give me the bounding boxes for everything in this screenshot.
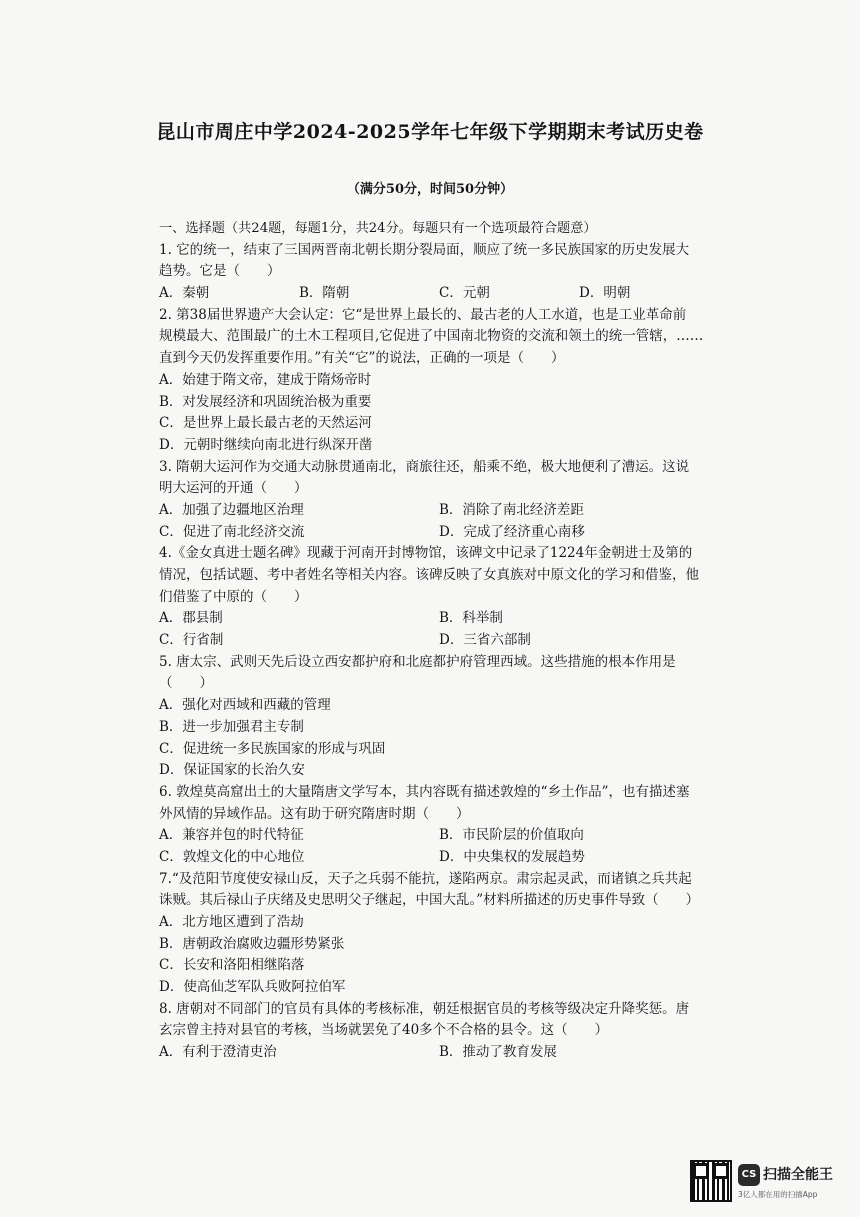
option-d: D．保证国家的长治久安 bbox=[159, 762, 305, 779]
question-text: 明大运河的开通（ ） bbox=[159, 480, 308, 497]
question-text: 2. 第38届世界遗产大会认定：它“是世界上最长的、最古老的人工水道，也是工业革命前 bbox=[159, 306, 687, 323]
option-b: B．进一步加强君主专制 bbox=[159, 718, 304, 735]
option-d: D．元朝时继续向南北进行纵深开凿 bbox=[159, 436, 373, 453]
options-row bbox=[159, 283, 719, 305]
options-row bbox=[159, 608, 719, 630]
question-8 bbox=[159, 999, 719, 1064]
scanner-tagline: 3亿人都在用的扫描App bbox=[738, 1190, 818, 1199]
section-heading: 一、选择题（共24题，每题1分，共24分。每题只有一个选项最符合题意） bbox=[159, 221, 597, 236]
question-text: 4.《金女真进士题名碑》现藏于河南开封博物馆，该碑文中记录了1224年金朝进士及第的 bbox=[159, 545, 693, 562]
question-text: 外风情的异域作品。这有助于研究隋唐时期（ ） bbox=[159, 805, 470, 822]
question-text: 3. 隋朝大运河作为交通大动脉贯通南北，商旅往还，船乘不绝，极大地便利了漕运。这说 bbox=[159, 458, 690, 475]
options-row bbox=[159, 847, 719, 869]
question-text: （ ） bbox=[159, 675, 213, 692]
option-c: C．长安和洛阳相继陷落 bbox=[159, 957, 305, 974]
question-text: 7.“及范阳节度使安禄山反，天子之兵弱不能抗，遂陷两京。肃宗起灵武，而诸镇之兵共起 bbox=[159, 870, 692, 887]
exam-content bbox=[159, 218, 719, 1064]
question-text: 6. 敦煌莫高窟出土的大量隋唐文学写本，其内容既有描述敦煌的“乡土作品”，也有描述塞 bbox=[159, 783, 690, 800]
question-text: 趋势。它是（ ） bbox=[159, 263, 281, 280]
option-b: B．推动了教育发展 bbox=[439, 1044, 557, 1061]
question-1 bbox=[159, 240, 719, 305]
question-5 bbox=[159, 652, 719, 782]
option-a: A．北方地区遭到了浩劫 bbox=[159, 914, 304, 930]
option-a: A．秦朝 bbox=[159, 285, 210, 302]
question-text: 1. 它的统一，结束了三国两晋南北朝长期分裂局面，顺应了统一多民族国家的历史发展大 bbox=[159, 241, 690, 258]
options-row bbox=[159, 630, 719, 652]
options-row bbox=[159, 825, 719, 847]
option-b: B．科举制 bbox=[439, 610, 503, 627]
option-c: C．行省制 bbox=[159, 632, 224, 649]
question-text: 直到今天仍发挥重要作用。”有关“它”的说法，正确的一项是（ ） bbox=[159, 350, 565, 367]
option-a: A．始建于隋文帝，建成于隋炀帝时 bbox=[159, 371, 372, 388]
option-c: C．促进统一多民族国家的形成与巩固 bbox=[159, 740, 386, 757]
question-text: 诛贼。其后禄山子庆绪及史思明父子继起，中国大乱。”材料所描述的历史事件导致（ ） bbox=[159, 892, 700, 909]
question-7 bbox=[159, 869, 719, 999]
qr-code-icon bbox=[690, 1160, 732, 1202]
question-2 bbox=[159, 305, 719, 457]
option-a: A．有利于澄清吏治 bbox=[159, 1044, 277, 1061]
cs-logo-icon: CS bbox=[738, 1164, 760, 1186]
option-d: D．使高仙芝军队兵败阿拉伯军 bbox=[159, 979, 346, 996]
exam-subtitle: （满分50分，时间50分钟） bbox=[346, 182, 514, 197]
option-b: B．隋朝 bbox=[299, 285, 350, 302]
exam-title: 昆山市周庄中学2024-2025学年七年级下学期期末考试历史卷 bbox=[156, 121, 704, 143]
options-row bbox=[159, 1042, 719, 1064]
question-text: 情况，包括试题、考中者姓名等相关内容。该碑反映了女真族对中原文化的学习和借鉴，他 bbox=[159, 567, 699, 583]
option-d: D．明朝 bbox=[579, 285, 631, 302]
option-c: C．元朝 bbox=[439, 285, 490, 302]
option-b: B．市民阶层的价值取向 bbox=[439, 827, 584, 844]
question-text: 5. 唐太宗、武则天先后设立西安都护府和北庭都护府管理西域。这些措施的根本作用是 bbox=[159, 653, 676, 670]
option-d: D．完成了经济重心南移 bbox=[439, 523, 585, 540]
option-b: B．对发展经济和巩固统治极为重要 bbox=[159, 393, 372, 410]
option-a: A．郡县制 bbox=[159, 610, 223, 627]
question-text: 玄宗曾主持对县官的考核，当场就罢免了40多个不合格的县令。这（ ） bbox=[159, 1022, 609, 1039]
question-3 bbox=[159, 457, 719, 544]
scanner-watermark bbox=[690, 1160, 850, 1208]
option-a: A．兼容并包的时代特征 bbox=[159, 827, 304, 844]
option-c: C．敦煌文化的中心地位 bbox=[159, 848, 305, 865]
options-row bbox=[159, 500, 719, 522]
option-d: D．三省六部制 bbox=[439, 632, 531, 649]
option-c: C．是世界上最长最古老的天然运河 bbox=[159, 415, 372, 432]
options-row bbox=[159, 522, 719, 544]
question-text: 规模最大、范围最广的土木工程项目,它促进了中国南北物资的交流和领土的统一管辖，…… bbox=[159, 328, 704, 345]
scanner-app-name: 扫描全能王 bbox=[763, 1167, 833, 1183]
question-text: 8. 唐朝对不同部门的官员有具体的考核标准，朝廷根据官员的考核等级决定升降奖惩。唐 bbox=[159, 1000, 690, 1017]
option-a: A．强化对西域和西藏的管理 bbox=[159, 697, 331, 714]
question-text: 们借鉴了中原的（ ） bbox=[159, 588, 308, 605]
question-4 bbox=[159, 543, 719, 651]
option-b: B．消除了南北经济差距 bbox=[439, 501, 584, 518]
option-d: D．中央集权的发展趋势 bbox=[439, 848, 585, 865]
option-b: B．唐朝政治腐败边疆形势紧张 bbox=[159, 935, 345, 952]
option-c: C．促进了南北经济交流 bbox=[159, 523, 305, 540]
option-a: A．加强了边疆地区治理 bbox=[159, 501, 304, 518]
question-6 bbox=[159, 782, 719, 869]
